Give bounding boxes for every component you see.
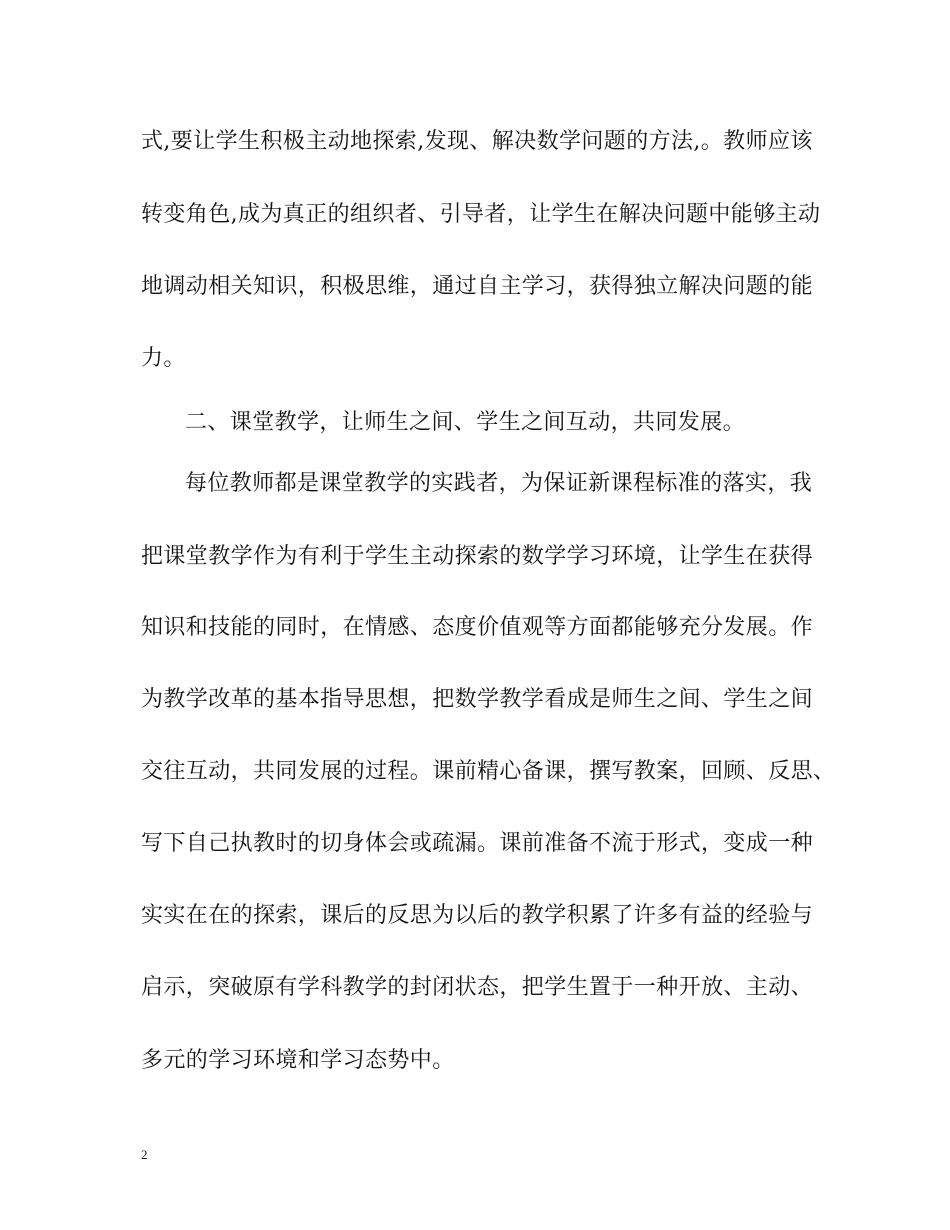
paragraph-line: 每位教师都是课堂教学的实践者，为保证新课程标准的落实，我 <box>185 471 813 496</box>
section-heading: 二、课堂教学，让师生之间、学生之间互动，共同发展。 <box>185 410 746 435</box>
paragraph-line: 写下自己执教时的切身体会或疏漏。课前准备不流于形式，变成一种 <box>141 831 814 856</box>
paragraph-line: 式,要让学生积极主动地探索,发现、解决数学问题的方法,。教师应该 <box>141 129 813 154</box>
paragraph-line: 多元的学习环境和学习态势中。 <box>141 1048 455 1073</box>
paragraph-line: 启示，突破原有学科教学的封闭状态，把学生置于一种开放、主动、 <box>141 975 814 1000</box>
paragraph-line: 知识和技能的同时，在情感、态度价值观等方面都能够充分发展。作 <box>141 615 814 640</box>
paragraph-line: 力。 <box>141 346 186 371</box>
paragraph-line: 实实在在的探索，课后的反思为以后的教学积累了许多有益的经验与 <box>141 903 814 928</box>
paragraph-line: 交往互动，共同发展的过程。课前精心备课，撰写教案，回顾、反思、 <box>141 759 836 784</box>
paragraph-line: 转变角色,成为真正的组织者、引导者，让学生在解决问题中能够主动 <box>141 202 821 227</box>
paragraph-line: 把课堂教学作为有利于学生主动探索的数学学习环境，让学生在获得 <box>141 544 814 569</box>
page-number: 2 <box>141 1147 148 1162</box>
paragraph-line: 为教学改革的基本指导思想，把数学教学看成是师生之间、学生之间 <box>141 687 814 712</box>
paragraph-line: 地调动相关知识，积极思维，通过自主学习，获得独立解决问题的能 <box>141 274 814 299</box>
